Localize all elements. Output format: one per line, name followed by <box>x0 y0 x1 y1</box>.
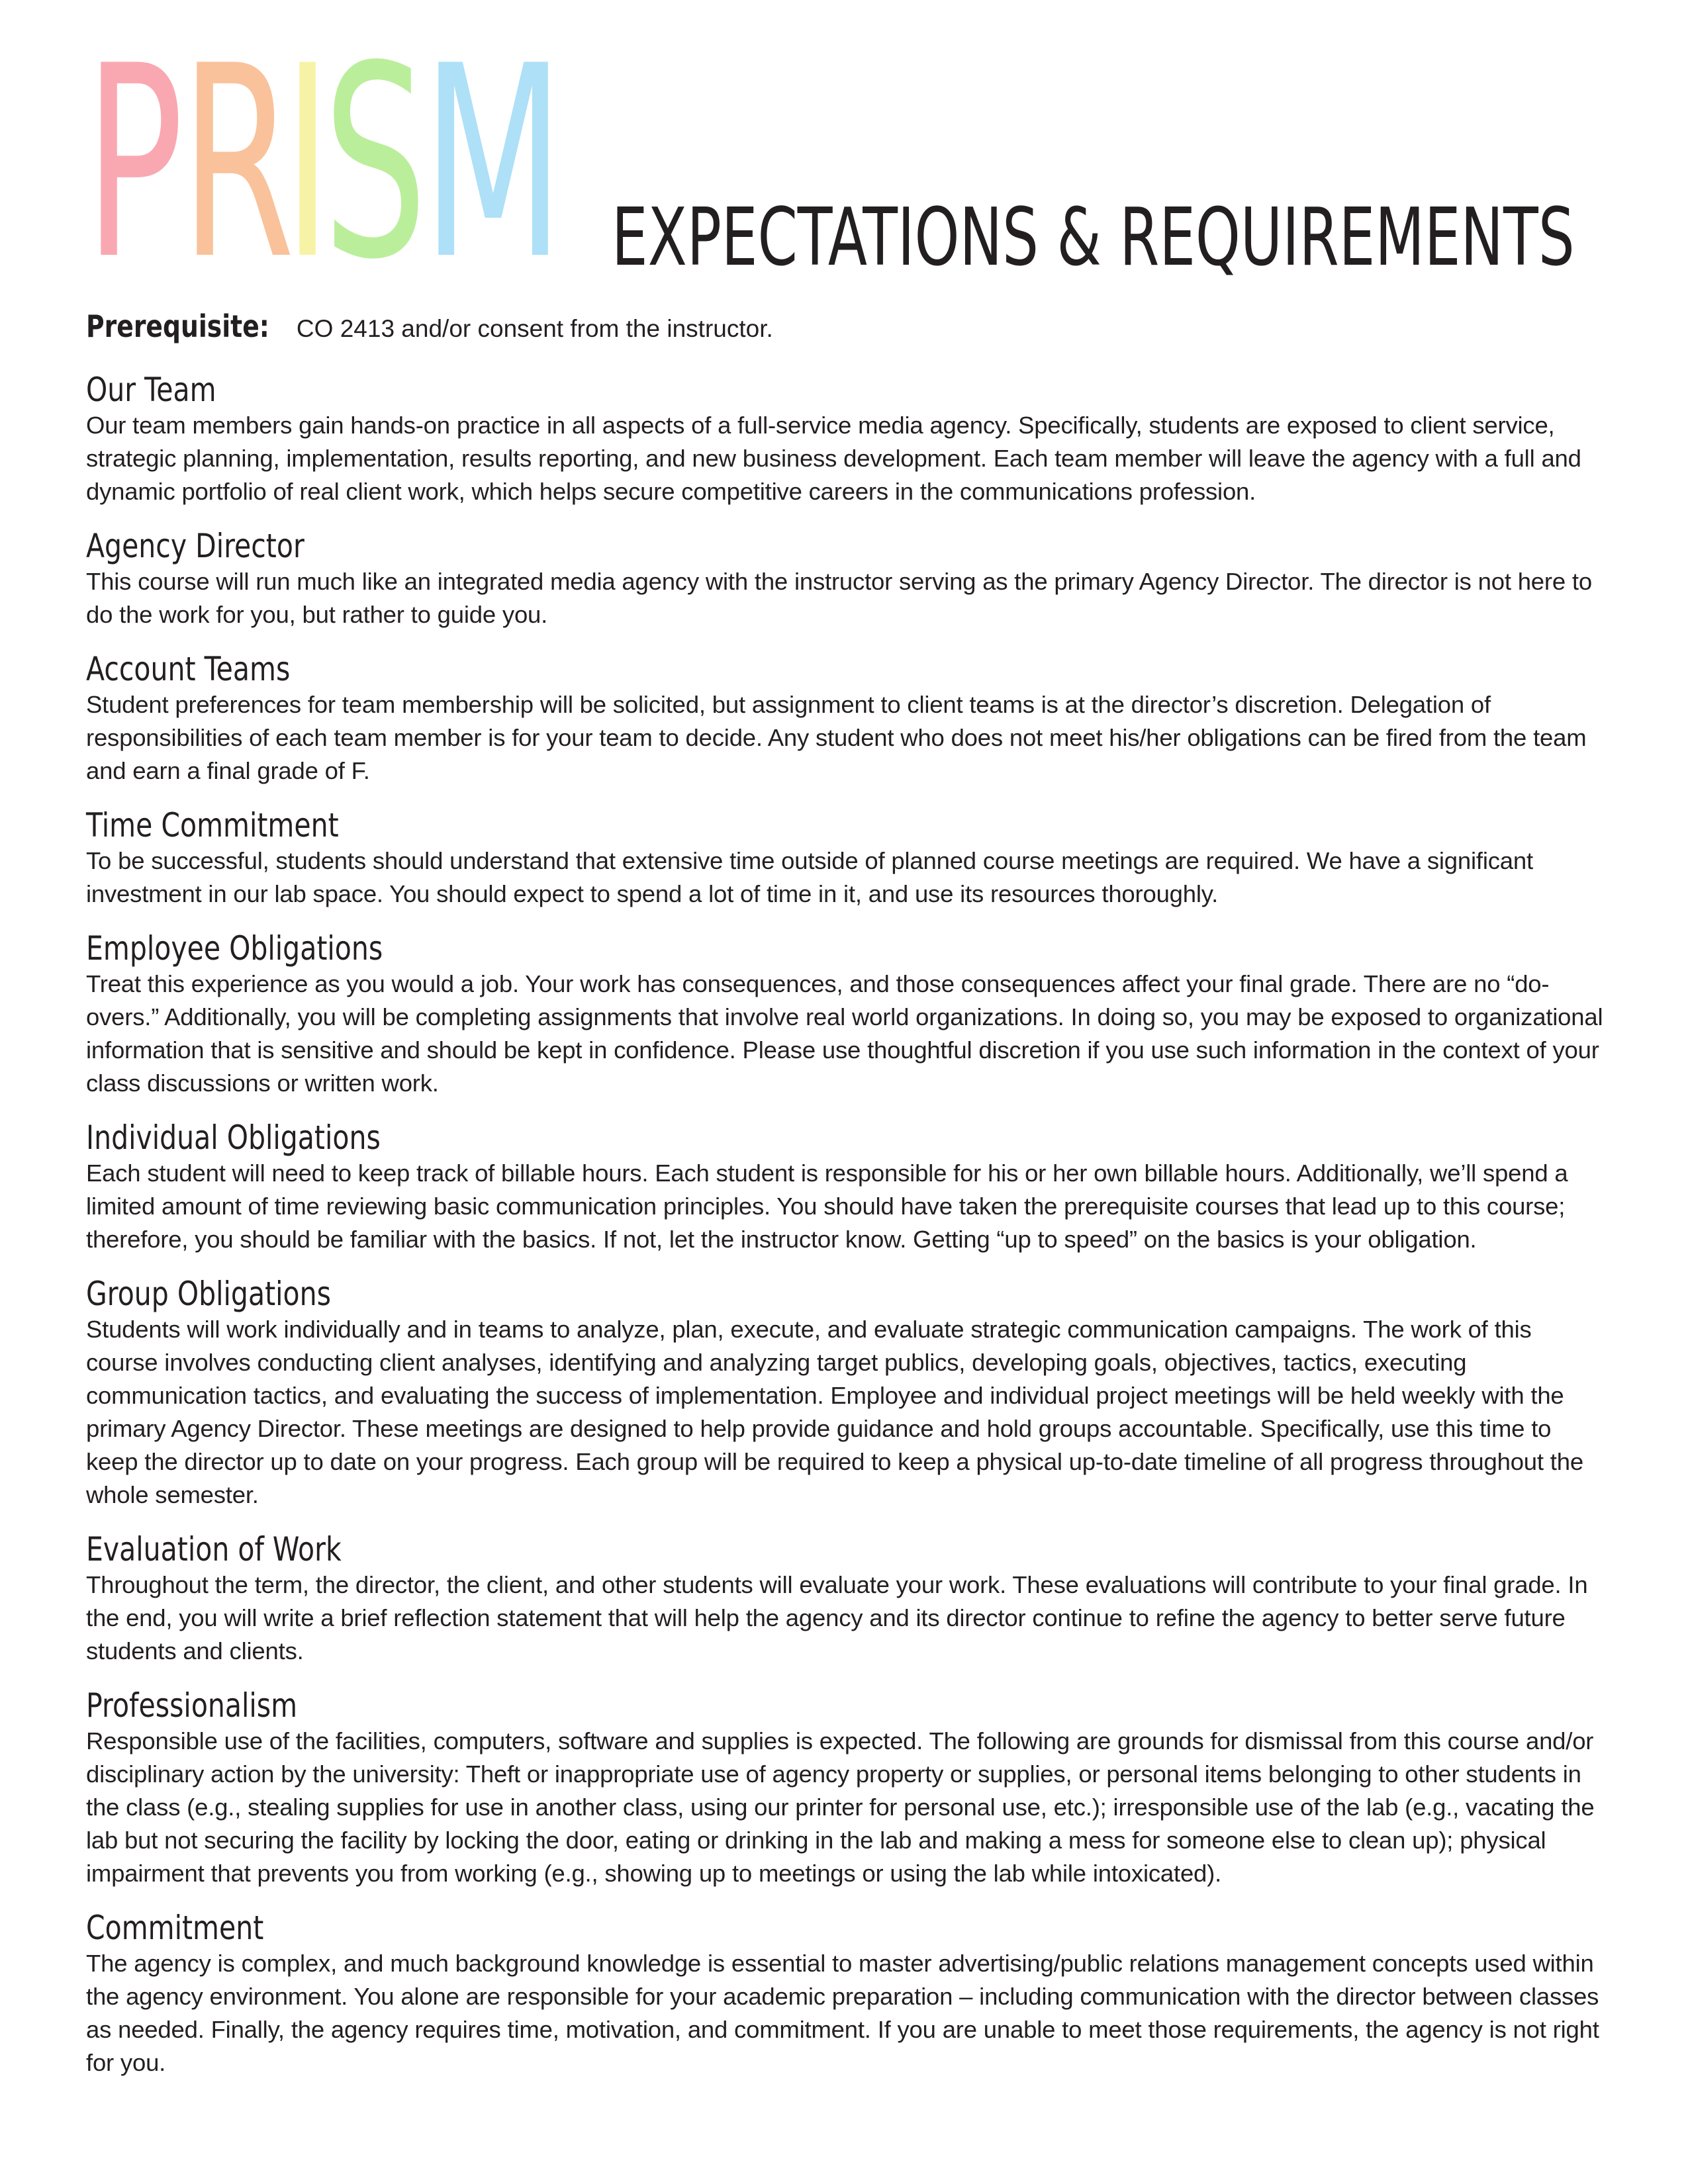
section-employee-obligations <box>86 929 1609 1100</box>
logo-letter-i: I <box>283 10 332 318</box>
prism-logo <box>85 10 564 318</box>
section-body: The agency is complex, and much background knowledge is essential to master advertising/public relations management concepts used within the agency environment. You alone are responsible for your academic preparation – including communication with the director between classes as needed. Finally, the agency requires time, motivation, and commitment. If you are unable to meet those requirements, the agency is not right for you. <box>86 1950 1599 2076</box>
logo-letter-m: M <box>422 10 564 318</box>
section-heading: Evaluation of Work <box>86 1530 342 1569</box>
section-account-teams <box>86 650 1609 788</box>
prerequisite-label: Prerequisite: <box>86 308 269 344</box>
section-evaluation-of-work <box>86 1530 1609 1668</box>
section-time-commitment <box>86 806 1609 911</box>
section-heading: Our Team <box>86 371 216 409</box>
logo-letter-r: R <box>181 10 295 318</box>
prerequisite-line <box>86 310 1609 345</box>
section-body: Each student will need to keep track of billable hours. Each student is responsible for his or her own billable hours. Additionally, we’ll spend a limited amount of time reviewing basic communication principles. You should have taken the prerequisite courses that lead up to this course; therefore, you should be familiar with the basics. If not, let the instructor know. Getting “up to speed” on the basics is your obligation. <box>86 1160 1568 1253</box>
section-our-team <box>86 371 1609 508</box>
section-body: Responsible use of the facilities, computers, software and supplies is expected. The following are grounds for dismissal from this course and/or disciplinary action by the university: Theft or inappropriate use of agency property or supplies, or personal items belonging to other students in the class (e.g., stealing supplies for use in another class, using our printer for personal use, etc.); irresponsible use of the lab (e.g., vacating the lab but not securing the facility by locking the door, eating or drinking in the lab and making a mess for someone else to clean up); physical impairment that prevents you from working (e.g., showing up to meetings or using the lab while intoxicated). <box>86 1727 1595 1887</box>
section-heading: Commitment <box>86 1909 264 1947</box>
section-body: Students will work individually and in teams to analyze, plan, execute, and evaluate strategic communication campaigns. The work of this course involves conducting client analyses, identifying and analyzing target publics, developing goals, objectives, tactics, executing communication tactics, and evaluating the success of implementation. Employee and individual project meetings will be held weekly with the primary Agency Director. These meetings are designed to help provide guidance and hold groups accountable. Specifically, use this time to keep the director up to date on your progress. Each group will be required to keep a physical up-to-date timeline of all progress throughout the whole semester. <box>86 1316 1583 1508</box>
prerequisite-text: CO 2413 and/or consent from the instructor. <box>289 315 773 342</box>
page-title: EXPECTATIONS & REQUIREMENTS <box>612 192 1575 284</box>
section-agency-director <box>86 527 1609 631</box>
section-heading: Individual Obligations <box>86 1118 381 1157</box>
logo-letter-p: P <box>85 10 184 318</box>
page-header <box>85 10 1607 318</box>
section-body: Our team members gain hands-on practice in all aspects of a full-service media agency. Specifically, students are exposed to client service, strategic planning, implementation, results reporting, and new business development. Each team member will leave the agency with a full and dynamic portfolio of real client work, which helps secure competitive careers in the communications profession. <box>86 412 1581 505</box>
section-group-obligations <box>86 1275 1609 1512</box>
section-heading: Professionalism <box>86 1686 298 1725</box>
section-heading: Account Teams <box>86 650 291 688</box>
section-body: Student preferences for team membership will be solicited, but assignment to client teams is at the director’s discretion. Delegation of responsibilities of each team member is for your team to decide. Any student who does not meet his/her obligations can be fired from the team and earn a final grade of F. <box>86 691 1587 784</box>
section-body: Treat this experience as you would a job. Your work has consequences, and those consequences affect your final grade. There are no “do-overs.” Additionally, you will be completing assignments that involve real world organizations. In doing so, you may be exposed to organizational information that is sensitive and should be kept in confidence. Please use thoughtful discretion if you use such information in the context of your class discussions or written work. <box>86 970 1603 1097</box>
section-body: Throughout the term, the director, the client, and other students will evaluate your work. These evaluations will contribute to your final grade. In the end, you will write a brief reflection statement that will help the agency and its director continue to refine the agency to better serve future students and clients. <box>86 1571 1588 1664</box>
section-body: This course will run much like an integrated media agency with the instructor serving as the primary Agency Director. The director is not here to do the work for you, but rather to guide you. <box>86 568 1592 628</box>
section-individual-obligations <box>86 1118 1609 1256</box>
document-content <box>86 310 1609 2098</box>
section-professionalism <box>86 1686 1609 1890</box>
section-commitment <box>86 1909 1609 2079</box>
section-heading: Employee Obligations <box>86 929 383 968</box>
logo-letter-s: S <box>323 10 428 318</box>
section-heading: Agency Director <box>86 527 305 565</box>
section-body: To be successful, students should understand that extensive time outside of planned course meetings are required. We have a significant investment in our lab space. You should expect to spend a lot of time in it, and use its resources thoroughly. <box>86 847 1533 907</box>
section-heading: Time Commitment <box>86 806 339 844</box>
section-heading: Group Obligations <box>86 1275 331 1313</box>
